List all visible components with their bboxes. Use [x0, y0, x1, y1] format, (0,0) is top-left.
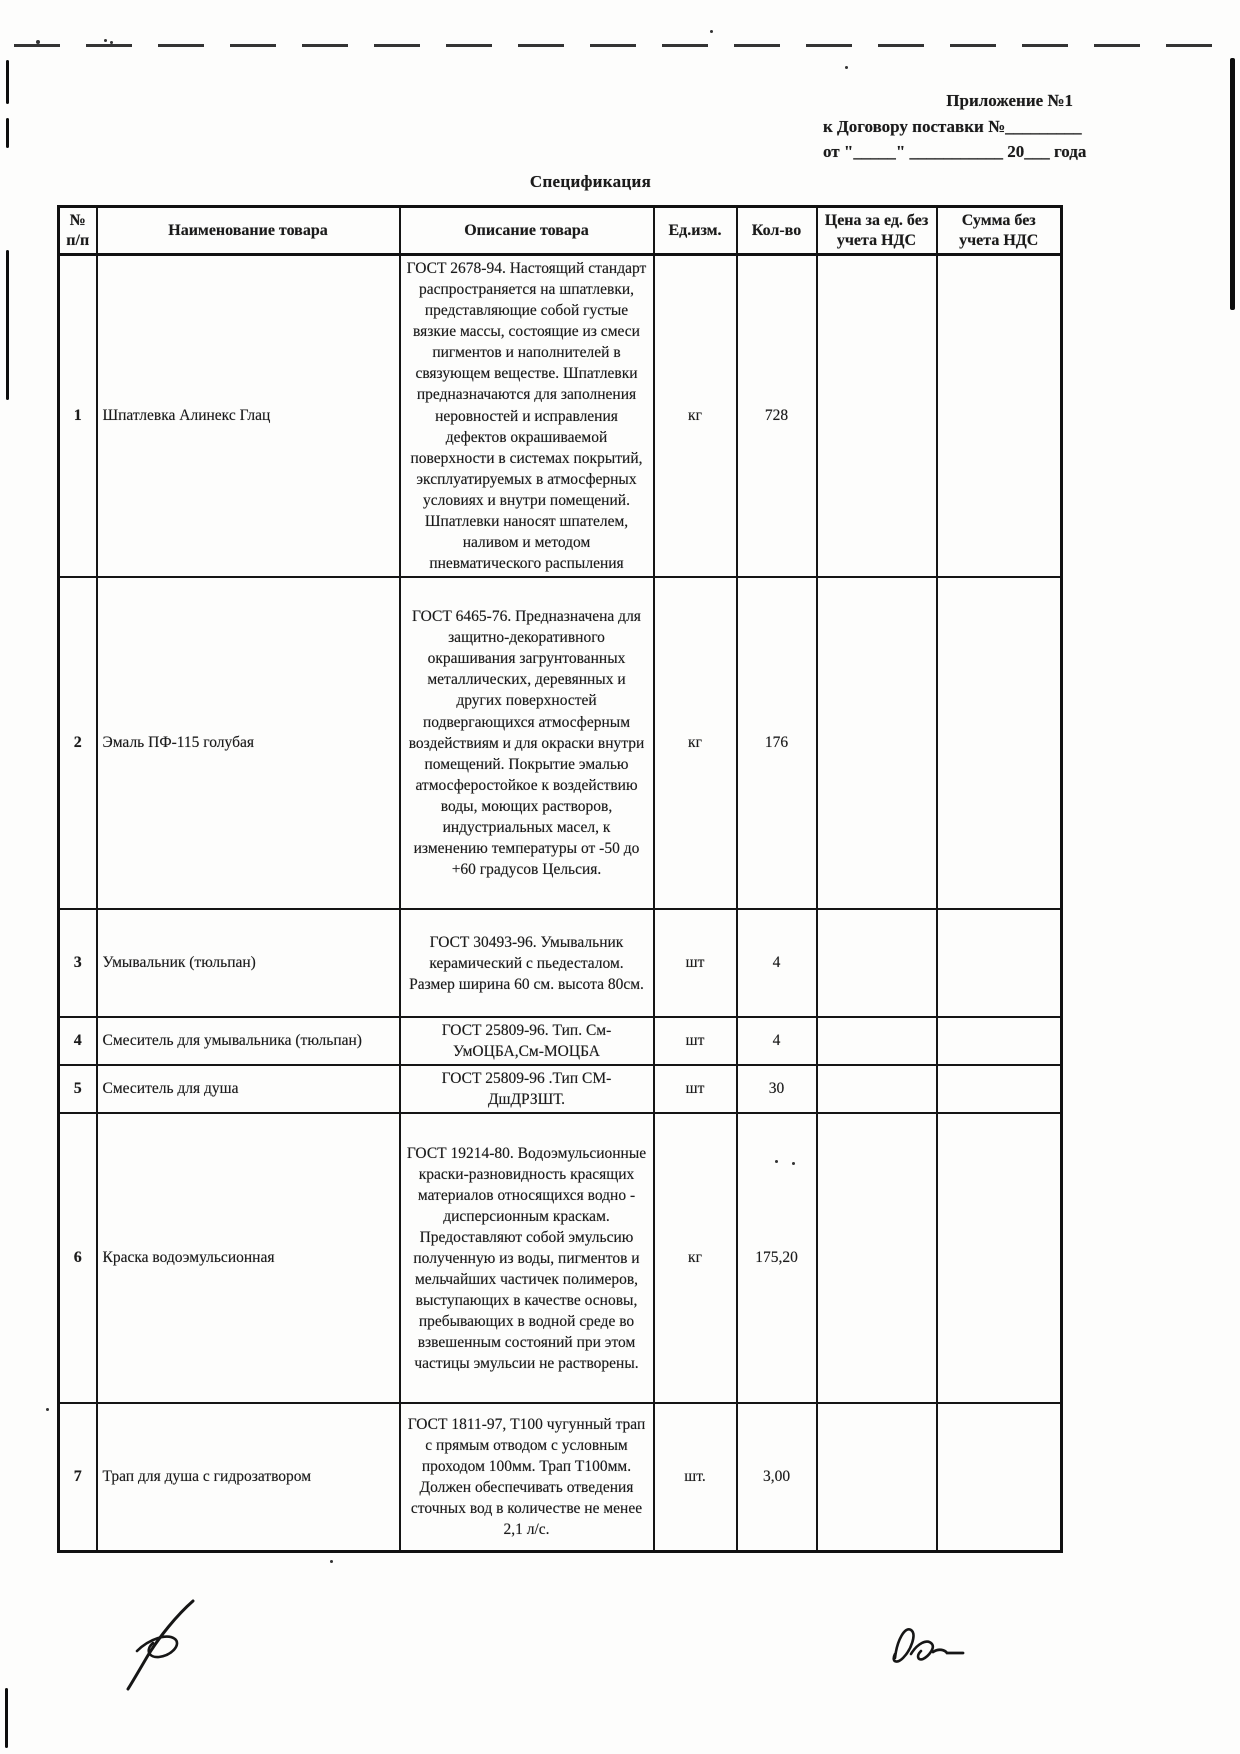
cell-qty: 30	[737, 1065, 817, 1113]
appendix-header	[823, 88, 1087, 165]
cell-sum	[937, 1017, 1062, 1065]
cell-desc: ГОСТ 1811-97, Т100 чугунный трап с прямым отводом с условным проходом 100мм. Трап Т100мм. Должен обеспечивать отведения сточных вод в количестве не менее 2,1 л/с.	[400, 1403, 654, 1551]
cell-price	[817, 577, 937, 909]
cell-qty: 3,00	[737, 1403, 817, 1551]
scan-speck	[845, 66, 848, 69]
cell-unit: шт.	[654, 1403, 737, 1551]
cell-sum	[937, 1113, 1062, 1403]
cell-name: Смеситель для умывальника (тюльпан)	[97, 1017, 400, 1065]
cell-unit: кг	[654, 577, 737, 909]
table-row	[59, 255, 1062, 578]
scan-edge-dash	[6, 250, 9, 400]
cell-unit: шт	[654, 909, 737, 1017]
scan-speck	[46, 1408, 49, 1411]
col-header-desc: Описание товара	[400, 207, 654, 255]
page-title: Спецификация	[529, 172, 652, 191]
cell-num: 5	[59, 1065, 97, 1113]
cell-name: Краска водоэмульсионная	[97, 1113, 400, 1403]
table-row	[59, 909, 1062, 1017]
scan-edge-dash	[6, 60, 9, 104]
appendix-line2: к Договору поставки №_________	[823, 116, 1082, 136]
cell-desc: ГОСТ 25809-96. Тип. См-УмОЦБА,См-МОЦБА	[400, 1017, 654, 1065]
col-header-qty: Кол-во	[737, 207, 817, 255]
col-header-price: Цена за ед. без учета НДС	[817, 207, 937, 255]
cell-name: Смеситель для душа	[97, 1065, 400, 1113]
col-header-num: № п/п	[59, 207, 97, 255]
cell-num: 1	[59, 255, 97, 578]
cell-qty: 4	[737, 909, 817, 1017]
cell-price	[817, 909, 937, 1017]
cell-desc: ГОСТ 30493-96. Умывальник керамический с пьедесталом. Размер ширина 60 см. высота 80см.	[400, 909, 654, 1017]
cell-price	[817, 1065, 937, 1113]
cell-sum	[937, 1065, 1062, 1113]
cell-name: Эмаль ПФ-115 голубая	[97, 577, 400, 909]
cell-num: 2	[59, 577, 97, 909]
scan-edge-dash	[5, 1688, 8, 1748]
cell-name: Умывальник (тюльпан)	[97, 909, 400, 1017]
specification-table	[57, 205, 1063, 1553]
table-row	[59, 1065, 1062, 1113]
table-row	[59, 577, 1062, 909]
scan-edge-line	[14, 44, 1226, 47]
table-row	[59, 1113, 1062, 1403]
cell-unit: шт	[654, 1065, 737, 1113]
col-header-unit: Ед.изм.	[654, 207, 737, 255]
cell-sum	[937, 1403, 1062, 1551]
scan-speck	[330, 1560, 333, 1563]
cell-num: 3	[59, 909, 97, 1017]
cell-desc: ГОСТ 2678-94. Настоящий стандарт распространяется на шпатлевки, представляющие собой густые вязкие массы, состоящие из смеси пигментов и наполнителей в связующем веществе. Шпатлевки предназначаются для заполнения неровностей и исправления дефектов окрашиваемой поверхности в системах покрытий, эксплуатируемых в атмосферных условиях и внутри помещений. Шпатлевки наносят шпателем, наливом и методом пневматического распыления	[400, 255, 654, 578]
col-header-sum: Сумма без учета НДС	[937, 207, 1062, 255]
cell-price	[817, 1403, 937, 1551]
cell-num: 7	[59, 1403, 97, 1551]
table-row	[59, 1017, 1062, 1065]
scan-speck	[36, 40, 40, 44]
cell-name: Шпатлевка Алинекс Глац	[97, 255, 400, 578]
cell-desc: ГОСТ 6465-76. Предназначена для защитно-декоративного окрашивания загрунтованных металлических, деревянных и других поверхностей подвергающихся атмосферным воздействиям и для окраски внутри помещений. Покрытие эмалью атмосферостойкое к воздействию воды, моющих растворов, индустриальных масел, к изменению температуры от -50 до +60 градусов Цельсия.	[400, 577, 654, 909]
cell-sum	[937, 909, 1062, 1017]
scan-edge-bar	[1230, 58, 1235, 310]
cell-qty: 176	[737, 577, 817, 909]
cell-desc: ГОСТ 25809-96 .Тип СМ-ДшДРЗШТ.	[400, 1065, 654, 1113]
cell-unit: кг	[654, 1113, 737, 1403]
appendix-line1: Приложение №1	[946, 91, 1073, 110]
cell-sum	[937, 255, 1062, 578]
cell-name: Трап для душа с гидрозатвором	[97, 1403, 400, 1551]
scan-speck	[104, 39, 107, 42]
cell-price	[817, 1017, 937, 1065]
table-row	[59, 1403, 1062, 1551]
cell-unit: шт	[654, 1017, 737, 1065]
cell-price	[817, 1113, 937, 1403]
scan-edge-dash	[6, 118, 9, 148]
cell-qty: 175,20	[737, 1113, 817, 1403]
scan-speck	[710, 30, 713, 33]
signature-right-icon	[885, 1620, 970, 1675]
scan-speck	[110, 41, 113, 44]
cell-num: 6	[59, 1113, 97, 1403]
appendix-line3: от "_____" ___________ 20___ года	[823, 142, 1087, 161]
cell-qty: 728	[737, 255, 817, 578]
col-header-name: Наименование товара	[97, 207, 400, 255]
signature-left-icon	[115, 1595, 210, 1695]
cell-sum	[937, 577, 1062, 909]
table-header-row	[59, 207, 1062, 255]
cell-desc: ГОСТ 19214-80. Водоэмульсионные краски-разновидность красящих материалов относящихся водно - дисперсионным краскам. Предоставляют собой эмульсию полученную из воды, пигментов и мельчайших частичек полимеров, выступающих в качестве основы, пребывающих в водной среде во взвешенным состояний при этом частицы эмульсии не растворены.	[400, 1113, 654, 1403]
cell-price	[817, 255, 937, 578]
cell-qty: 4	[737, 1017, 817, 1065]
cell-unit: кг	[654, 255, 737, 578]
cell-num: 4	[59, 1017, 97, 1065]
